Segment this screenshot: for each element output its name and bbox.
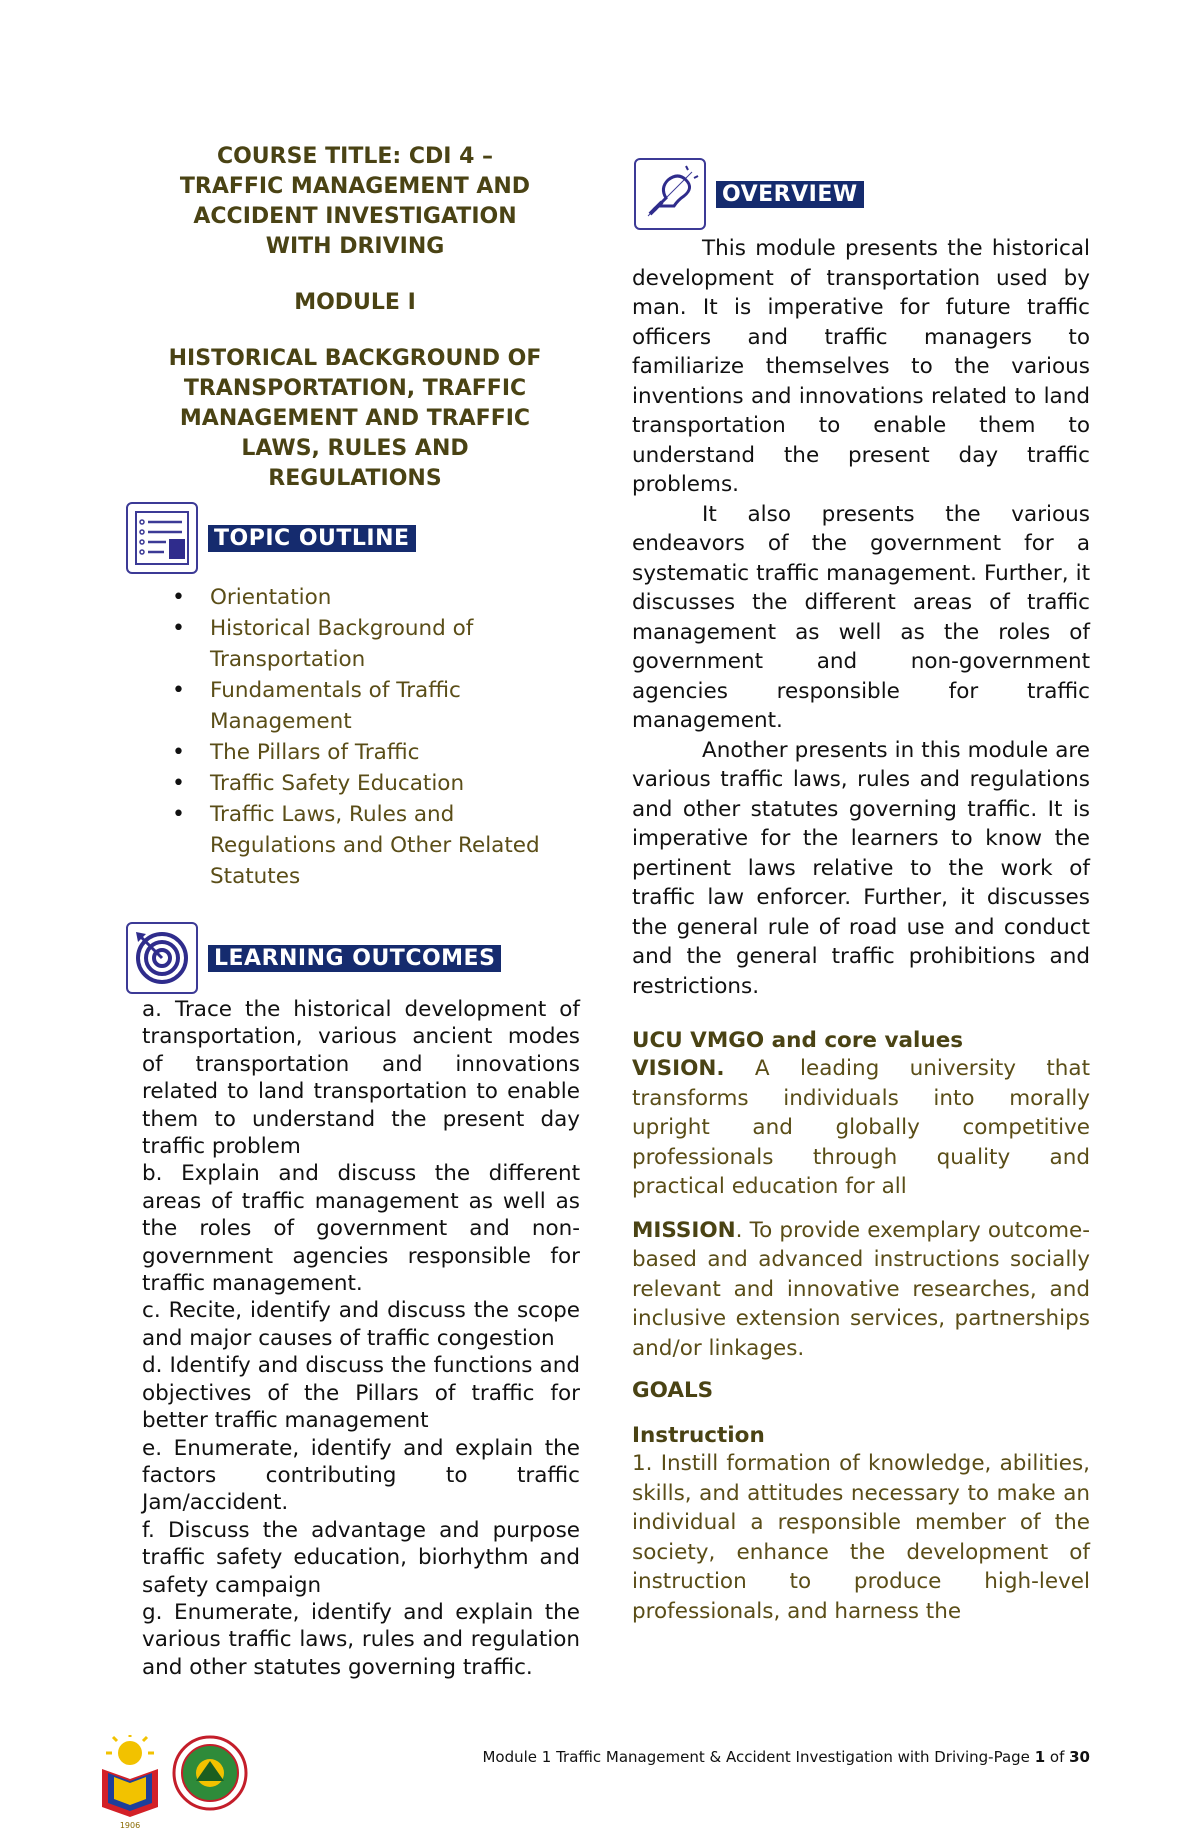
learning-outcomes-list [130, 996, 580, 1681]
page-number: 1 [1034, 1748, 1046, 1766]
list-item: • Traffic Laws, Rules and Regulations and Other Related Statutes [210, 799, 580, 892]
module-subtitle-line: LAWS, RULES AND [241, 436, 469, 461]
list-document-icon [126, 502, 198, 574]
list-item: • The Pillars of Traffic [210, 737, 580, 768]
overview-header [634, 158, 1090, 230]
module-subtitle-line: REGULATIONS [268, 466, 442, 491]
instruction-text: 1. Instill formation of knowledge, abilities, skills, and attitudes necessary to make an individual a responsible member of the society, enhance the development of instruction to produce high-level professionals, and harness the [632, 1451, 1090, 1624]
lightbulb-icon [634, 158, 706, 230]
overview-paragraph: This module presents the historical development of transportation used by man. It is imperative for future traffic officers and traffic managers to familiarize themselves to the various inventions and innovations related to land transportation to enable them to understand the present day traffic problems. [632, 236, 1090, 497]
list-item: b. Explain and discuss the different areas of traffic management as well as the roles of government and non-government agencies responsible for traffic management. [142, 1161, 580, 1297]
left-column [130, 142, 580, 1681]
learning-outcomes-header [126, 922, 580, 994]
vmgo-heading: UCU VMGO and core values [632, 1028, 964, 1053]
course-title-line: WITH DRIVING [265, 234, 445, 259]
right-column [632, 158, 1090, 1626]
goals-heading: GOALS [632, 1378, 714, 1403]
vision-text: A leading university that transforms individuals into morally upright and globally competitive professionals through quality and practical education for all [632, 1056, 1090, 1199]
list-item: e. Enumerate, identify and explain the factors contributing to traffic Jam/accident. [142, 1435, 580, 1516]
list-item: c. Recite, identify and discuss the scope and major causes of traffic congestion [142, 1298, 580, 1351]
mission-label: MISSION [632, 1217, 736, 1243]
overview-body [632, 234, 1090, 1001]
list-item: • Traffic Safety Education [210, 768, 580, 799]
list-item: f. Discuss the advantage and purpose traffic safety education, biorhythm and safety campaign [142, 1517, 580, 1598]
overview-heading: OVERVIEW [716, 181, 864, 208]
deped-logo [100, 1735, 160, 1831]
page-total: 30 [1069, 1748, 1090, 1766]
footer-label: Module 1 Traffic Management & Accident Investigation with Driving-Page [482, 1748, 1035, 1766]
list-item: a. Trace the historical development of transportation, various ancient modes of transportation and innovations related to land transportation to enable them to understand the present day traffic problem [142, 997, 580, 1160]
list-item: • Historical Background of Transportation [210, 613, 580, 675]
footer-of: of [1045, 1748, 1070, 1766]
course-title-line: COURSE TITLE: CDI 4 – [216, 144, 494, 169]
vision-statement [632, 1054, 1090, 1202]
list-item: g. Enumerate, identify and explain the various traffic laws, rules and regulation and other statutes governing traffic. [142, 1599, 580, 1680]
page-footer [450, 1748, 1090, 1766]
module-subtitle-line: TRANSPORTATION, TRAFFIC [183, 376, 527, 401]
learning-outcomes-heading: LEARNING OUTCOMES [208, 945, 501, 972]
deped-year: 1906 [119, 1821, 141, 1830]
topic-outline-heading: TOPIC OUTLINE [208, 525, 416, 552]
topic-outline-list [130, 582, 580, 892]
course-title-line: ACCIDENT INVESTIGATION [193, 204, 517, 229]
overview-paragraph: Another presents in this module are various traffic laws, rules and regulations and other statutes governing traffic. It is imperative for the learners to know the pertinent laws relative to the work of traffic law enforcer. Further, it discusses the general rule of road use and conduct and the general traffic prohibitions and restrictions. [632, 737, 1090, 999]
course-title-block [130, 142, 580, 494]
university-seal [172, 1735, 248, 1831]
topic-outline-header [126, 502, 580, 574]
list-item: d. Identify and discuss the functions and objectives of the Pillars of traffic for better traffic management [142, 1353, 580, 1434]
overview-paragraph: It also presents the various endeavors of the government for a systematic traffic management. Further, it discusses the different areas of traffic management as well as the roles of government and non-government agencies responsible for traffic management. [632, 501, 1090, 733]
module-subtitle-line: HISTORICAL BACKGROUND OF [168, 346, 542, 371]
footer-logos [100, 1735, 248, 1831]
module-subtitle-line: MANAGEMENT AND TRAFFIC [179, 406, 531, 431]
list-item: • Orientation [210, 582, 580, 613]
module-label: MODULE I [294, 290, 416, 315]
list-item: • Fundamentals of Traffic Management [210, 675, 580, 737]
mission-text: . To provide exemplary outcome-based and advanced instructions socially relevant and innovative researches, and inclusive extension services, partnerships and/or linkages. [632, 1217, 1090, 1361]
vmgo-section [632, 1027, 1090, 1626]
target-icon [126, 922, 198, 994]
mission-statement [632, 1216, 1090, 1364]
course-title-line: TRAFFIC MANAGEMENT AND [179, 174, 531, 199]
vision-label: VISION. [632, 1056, 725, 1081]
instruction-heading: Instruction [632, 1423, 765, 1448]
